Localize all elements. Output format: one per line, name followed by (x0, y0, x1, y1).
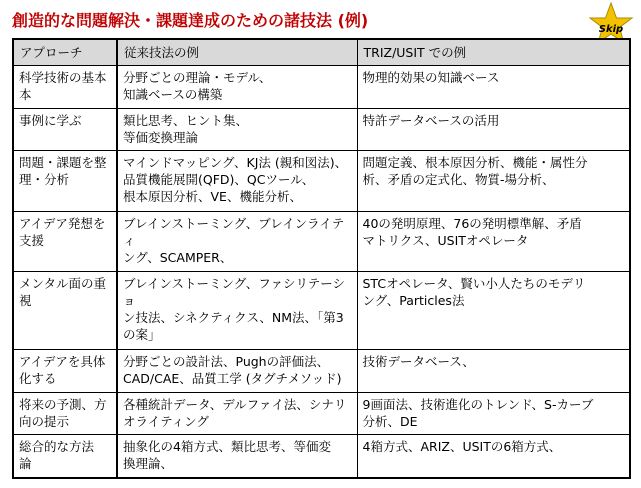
conventional-cell (117, 211, 357, 271)
table-row (13, 392, 630, 435)
approach-cell (13, 211, 117, 271)
table-row (13, 108, 630, 151)
conventional-cell-text: 各種統計データ、デルファイ法、シナリ オライティング (123, 396, 347, 429)
triz-cell-text: 9画面法、技術進化のトレンド、S-カーブ 分析、DE (362, 396, 594, 429)
conventional-cell (117, 435, 357, 478)
triz-cell-text: 40の発明原理、76の発明標準解、矛盾 マトリクス、USITオペレータ (362, 215, 582, 248)
approach-cell (13, 151, 117, 211)
approach-cell (13, 66, 117, 109)
conventional-cell (117, 271, 357, 349)
approach-cell (13, 349, 117, 392)
triz-cell (357, 435, 630, 478)
approach-cell (13, 271, 117, 349)
approach-cell (13, 435, 117, 478)
conventional-cell-text: 類比思考、ヒント集、 等価変換理論 (123, 112, 249, 145)
approach-cell (13, 108, 117, 151)
techniques-table (12, 38, 631, 479)
triz-cell-text: 4箱方式、ARIZ、USITの6箱方式、 (362, 439, 562, 455)
column-header-triz: TRIZ/USIT での例 (357, 39, 630, 66)
triz-cell-text: 特許データベースの活用 (362, 112, 500, 128)
approach-cell-text: アイデアを具体 化する (19, 353, 106, 386)
conventional-cell (117, 66, 357, 109)
conventional-cell (117, 349, 357, 392)
conventional-cell (117, 108, 357, 151)
approach-cell-text: 問題・課題を整 理・分析 (19, 155, 107, 188)
page-title: 創造的な問題解決・課題達成のための諸技法 (例) (12, 11, 369, 30)
triz-cell (357, 108, 630, 151)
approach-cell-text: 総合的な方法 論 (19, 439, 95, 472)
column-header-conventional: 従来技法の例 (117, 39, 357, 66)
approach-cell-text: 事例に学ぶ (19, 112, 82, 128)
table-header-row (13, 39, 630, 66)
conventional-cell-text: ブレインストーミング、ファシリテーショ ン技法、シネクティクス、NM法、「第3 の案」 (123, 275, 346, 342)
table-row (13, 435, 630, 478)
triz-cell-text: STCオペレータ、賢い小人たちのモデリ ング、Particles法 (362, 275, 586, 308)
table-row (13, 349, 630, 392)
triz-cell (357, 66, 630, 109)
triz-cell (357, 271, 630, 349)
table-row (13, 211, 630, 271)
triz-cell (357, 151, 630, 211)
triz-cell (357, 211, 630, 271)
conventional-cell-text: マインドマッピング、KJ法 (親和図法)、 品質機能展開(QFD)、QCツール、 根本原因分析、VE、機能分析、 (123, 155, 348, 205)
table-row (13, 66, 630, 109)
table-row (13, 271, 630, 349)
approach-cell-text: アイデア発想を 支援 (19, 215, 106, 248)
triz-cell-text: 問題定義、根本原因分析、機能・属性分 析、矛盾の定式化、物質-場分析、 (362, 155, 588, 188)
triz-cell (357, 349, 630, 392)
conventional-cell-text: 分野ごとの設計法、Pughの評価法、 CAD/CAE、品質工学 (タグチメソッド) (123, 353, 342, 386)
conventional-cell (117, 151, 357, 211)
triz-cell (357, 392, 630, 435)
approach-cell (13, 392, 117, 435)
approach-cell-text: メンタル面の重 視 (19, 275, 107, 308)
conventional-cell-text: 分野ごとの理論・モデル、 知識ベースの構築 (123, 70, 272, 102)
approach-cell-text: 将来の予測、方 向の提示 (19, 396, 107, 429)
column-header-approach: アプローチ (13, 39, 117, 66)
conventional-cell-text: 抽象化の4箱方式、類比思考、等価変 換理論、 (123, 439, 331, 472)
approach-cell-text: 科学技術の基本 本 (19, 70, 107, 102)
conventional-cell (117, 392, 357, 435)
triz-cell-text: 物理的効果の知識ベース (362, 70, 500, 85)
skip-label: Skip (598, 24, 624, 35)
triz-cell-text: 技術データベース、 (362, 353, 475, 369)
conventional-cell-text: ブレインストーミング、ブレインライティ ング、SCAMPER、 (123, 215, 345, 265)
table-row (13, 151, 630, 211)
